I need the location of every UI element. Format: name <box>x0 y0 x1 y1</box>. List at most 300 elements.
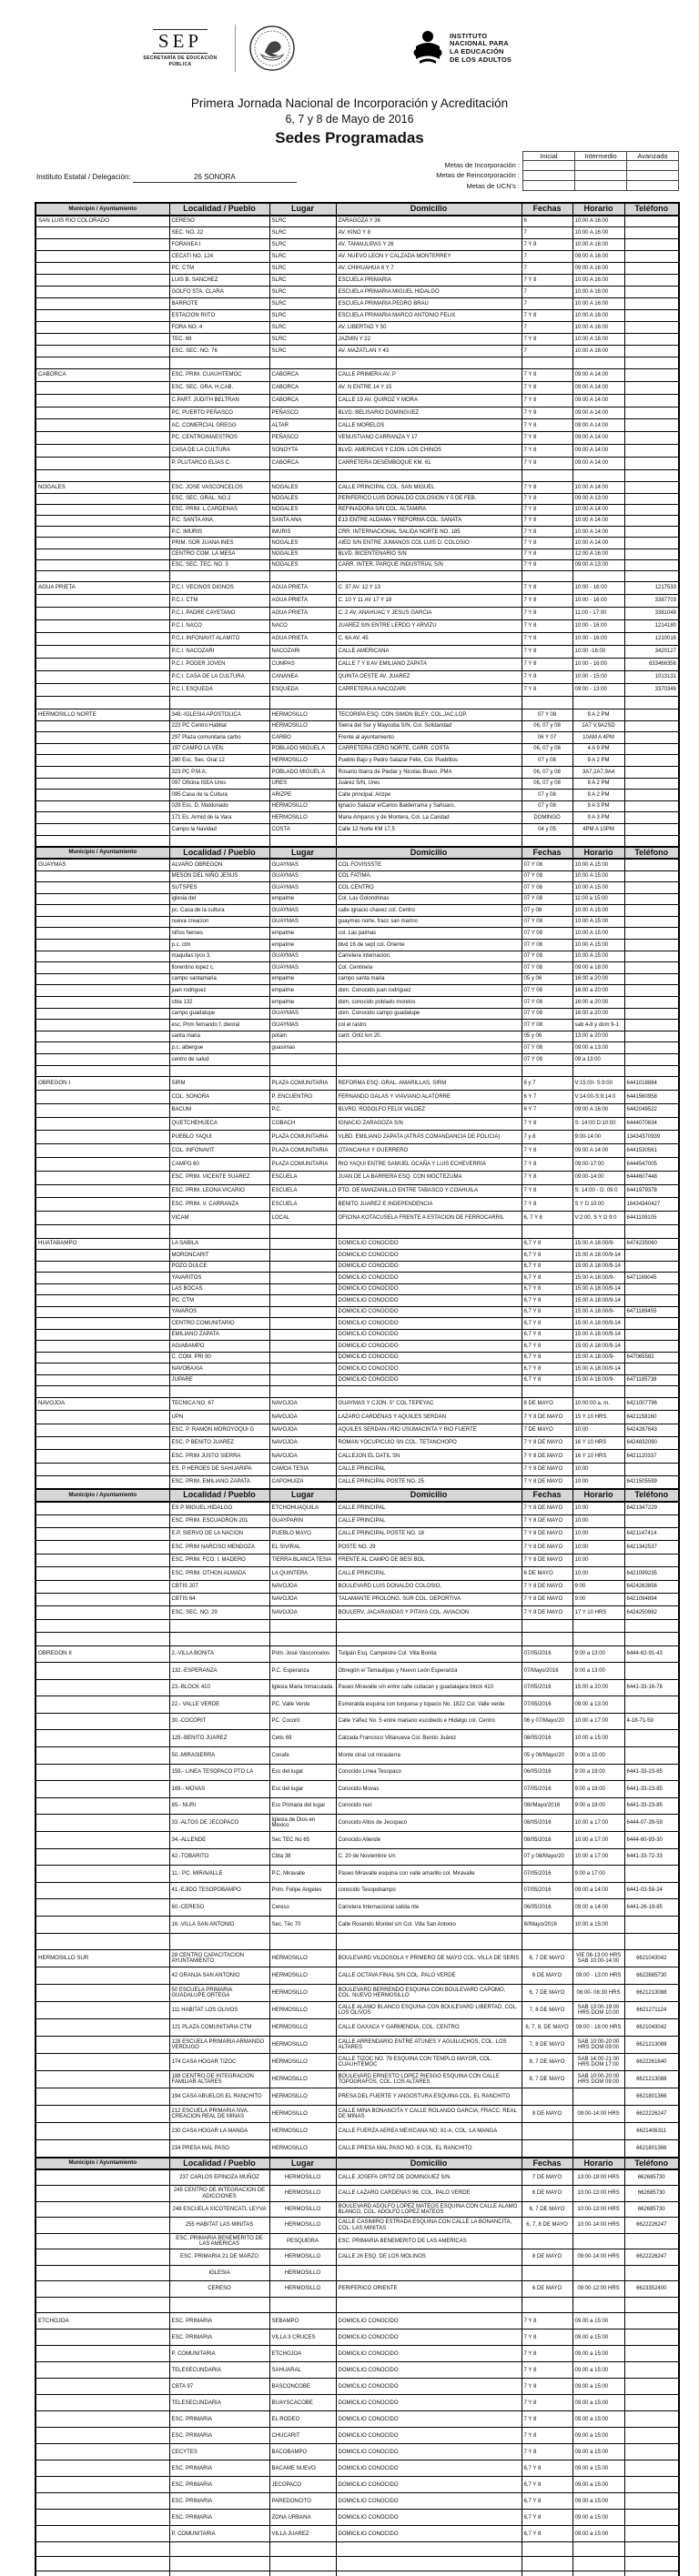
table-cell <box>35 2054 169 2071</box>
table-cell: BLVD. BELISARIO DOMINGUEZ <box>336 407 522 419</box>
table-cell: HERMOSILLO <box>269 2106 336 2123</box>
table-row <box>35 1054 679 1066</box>
table-cell: 07 Y 08 <box>522 916 572 928</box>
table-row <box>35 671 679 684</box>
table-cell: SLRC <box>269 239 336 251</box>
table-cell: S: 14:00 - D: 09:0 <box>572 1184 624 1198</box>
table-row <box>35 2106 679 2123</box>
table-cell <box>572 2557 624 2571</box>
table-cell <box>35 2106 169 2123</box>
table-cell: C. COM. PRI 90 <box>169 1352 269 1363</box>
table-cell <box>35 732 169 744</box>
table-cell: GUAYMAS <box>35 859 169 870</box>
table-cell: PC. PUERTO PEÑASCO <box>169 407 269 419</box>
table-row <box>35 1238 679 1250</box>
table-cell: CECATI NO. 124 <box>169 251 269 263</box>
table-row <box>35 2297 679 2313</box>
table-cell: 07/05/2016 <box>522 1679 572 1696</box>
table-cell: 6,7 Y 8 <box>522 1261 572 1273</box>
table-cell: 9:00 <box>572 1580 624 1593</box>
table-cell: 6,7 Y 8 <box>522 1352 572 1363</box>
table-cell: 234 PRESA MAL PASO <box>169 2140 269 2158</box>
table-cell <box>35 548 169 559</box>
table-cell: HERMOSILLO NORTE <box>35 709 169 721</box>
table-cell: col. Las palmas <box>336 928 522 940</box>
table-cell <box>35 1329 169 1341</box>
column-header: Domicilio <box>336 1489 522 1502</box>
table-cell: 132.-ESPERANZA <box>169 1663 269 1680</box>
table-cell <box>624 709 679 721</box>
table-cell <box>572 1633 624 1645</box>
table-cell: 7 Y 8 <box>522 559 572 570</box>
goal-label: Metas de Reincorporación : <box>436 171 520 179</box>
table-cell: GUAYMAS <box>269 1008 336 1020</box>
table-cell <box>35 985 169 997</box>
table-cell: empalme <box>269 985 336 997</box>
table-cell <box>35 778 169 790</box>
table-cell <box>572 1386 624 1398</box>
table-row <box>35 298 679 310</box>
table-cell: 07 Y 08 <box>522 928 572 940</box>
table-row <box>35 1713 679 1730</box>
table-cell: 07 Y 08 <box>522 1042 572 1054</box>
table-row <box>35 1663 679 1680</box>
table-cell <box>624 2265 679 2281</box>
table-cell: S: 14:00 D:10:00 <box>572 1117 624 1131</box>
sep-caption: SECRETARÍA DE EDUCACIÓN PÚBLICA <box>143 55 218 67</box>
table-cell: 6,7 Y 8 <box>522 1295 572 1307</box>
table-cell <box>35 2140 169 2158</box>
table-cell <box>35 2557 169 2571</box>
table-cell: 7 DE MAYO <box>522 1424 572 1436</box>
table-cell: 10:00 A 14:00 <box>572 538 624 548</box>
table-row <box>35 2123 679 2140</box>
table-cell: 10:00 <box>572 1554 624 1566</box>
table-cell: OFICINA KOTACUSELA FRENTE A ESTACION DE FERROCARRIL <box>336 1212 522 1225</box>
table-cell <box>572 2088 624 2106</box>
table-cell <box>35 1593 169 1605</box>
table-cell: 7 Y 8 <box>522 334 572 346</box>
table-cell: PTO. DE MANZANILLO ENTRE TABASCO Y COAHUILA <box>336 1184 522 1198</box>
table-cell: 07/Mayo/2016 <box>522 1663 572 1680</box>
table-cell <box>522 1065 572 1077</box>
table-row <box>35 1476 679 1489</box>
table-cell <box>35 1318 169 1330</box>
table-cell: 09.00 a 15:00 <box>572 2346 624 2362</box>
table-cell <box>35 1917 169 1934</box>
table-cell <box>624 538 679 548</box>
table-cell <box>35 2379 169 2395</box>
table-cell: YAVAROS <box>169 1306 269 1318</box>
table-cell: 6,7 Y 8 <box>522 1283 572 1295</box>
table-cell: 05 y 06 <box>522 973 572 985</box>
table-cell <box>169 357 269 369</box>
table-cell: 10:00 <box>572 1567 624 1580</box>
table-cell: 09:00 - 13:00 HRS <box>572 1967 624 1985</box>
table-cell: 09:00 A 14:00 <box>572 457 624 469</box>
table-row <box>35 1131 679 1144</box>
sep-logo <box>135 29 226 67</box>
table-cell <box>572 1933 624 1950</box>
table-cell: 6,7 Y 8 <box>522 1238 572 1250</box>
table-cell: ROMAN YOCUPICUIO SN COL. TETANCHOPO <box>336 1436 522 1449</box>
table-cell: QUETCHEHUECA <box>169 1117 269 1131</box>
table-cell: 33.-ALTOS DE JECOPACO <box>169 1815 269 1832</box>
table-cell <box>169 697 269 709</box>
table-cell: JUAN DE LA BARRERA ESQ. CON MOCTEZUMA <box>336 1171 522 1184</box>
table-cell: 07/05/2016 <box>522 1866 572 1883</box>
table-cell: SLRC <box>269 263 336 275</box>
table-cell <box>35 659 169 671</box>
table-cell <box>35 1848 169 1866</box>
table-cell: VILLA JUAREZ <box>269 2526 336 2542</box>
table-cell <box>624 743 679 755</box>
table-cell: 6, 7 DE MAYO <box>522 1950 572 1967</box>
table-cell: dom, conocido poblado morelos <box>336 997 522 1009</box>
table-row <box>35 859 679 870</box>
table-cell <box>624 1261 679 1273</box>
table-cell: CERESO <box>169 2281 269 2298</box>
table-row <box>35 1633 679 1645</box>
table-cell: ESC. PRIMARIA <box>169 2460 269 2477</box>
table-row <box>35 1463 679 1475</box>
table-cell <box>35 1781 169 1798</box>
table-cell: 6442049522 <box>624 1103 679 1117</box>
table-cell: 169.- MOVAS <box>169 1781 269 1798</box>
table-cell: CARR. INTER. PARQUE INDUSTRIAL S/N <box>336 559 522 570</box>
table-cell: 7 Y 8 DE MAYO <box>522 1514 572 1527</box>
table-cell: CARRETERA CERO NORTE, CARR. COSTA <box>336 743 522 755</box>
table-cell: GUAYMAS <box>269 870 336 882</box>
table-cell: 297 Plaza comunitaria carbo <box>169 732 269 744</box>
table-cell <box>624 2313 679 2329</box>
table-cell <box>35 493 169 504</box>
table-cell <box>35 1184 169 1198</box>
table-cell: 6,7 Y 8 <box>522 1306 572 1318</box>
table-row <box>35 1593 679 1605</box>
table-cell: GUAYMAS <box>269 859 336 870</box>
table-cell <box>35 1606 169 1619</box>
table-row <box>35 2169 679 2186</box>
table-cell: BOULERV. JACARANDAS Y PITAYA COL. AVIACION <box>336 1606 522 1619</box>
table-cell <box>624 1065 679 1077</box>
table-cell: florentino lopez c. <box>169 962 269 974</box>
table-cell: 6424832090 <box>624 1436 679 1449</box>
table-cell <box>624 2233 679 2249</box>
table-row <box>35 1212 679 1225</box>
table-cell: 7 Y 8 <box>522 493 572 504</box>
table-cell: ESC. PRIM. ESCUADRON 201 <box>169 1514 269 1527</box>
table-row <box>35 1306 679 1318</box>
table-row <box>35 1933 679 1950</box>
table-cell: 1013131 <box>624 671 679 684</box>
column-header: Teléfono <box>624 847 679 860</box>
table-cell: CALLE ARRENDARIO ENTRE ATUNES Y AGUILUCHOS, COL. LOS ALTARES <box>336 2037 522 2054</box>
table-cell <box>624 835 679 847</box>
table-cell: guasimas <box>269 1042 336 1054</box>
table-row <box>35 1797 679 1815</box>
table-cell <box>169 835 269 847</box>
table-cell: 09:00 A 16:00 <box>572 251 624 263</box>
table-cell: HERMOSILLO <box>269 800 336 812</box>
table-cell: 10:00 <box>572 1476 624 1489</box>
table-cell <box>522 2557 572 2571</box>
table-cell <box>35 1528 169 1541</box>
table-row <box>35 275 679 287</box>
column-header: Fechas <box>522 1489 572 1502</box>
table-cell: col el rastro <box>336 1020 522 1031</box>
table-cell: 7 Y 8 <box>522 659 572 671</box>
table-cell <box>522 357 572 369</box>
table-cell: C. 6A AV. 45 <box>336 633 522 646</box>
table-cell: 6,7 Y 8 <box>522 1273 572 1284</box>
inea-wordmark <box>450 33 512 65</box>
table-cell: 10:00 - 16:00 <box>572 582 624 595</box>
table-cell: 07 Y 08 <box>522 962 572 974</box>
table-cell: EL SIVIRAL <box>269 1541 336 1554</box>
table-cell: BARROTE <box>169 298 269 310</box>
table-cell <box>269 2571 336 2576</box>
table-row <box>35 1747 679 1765</box>
table-cell <box>336 1054 522 1066</box>
table-cell <box>624 1696 679 1714</box>
table-row <box>35 1091 679 1104</box>
table-row <box>35 1117 679 1131</box>
table-cell <box>624 251 679 263</box>
goal-cell <box>627 161 679 171</box>
table-cell <box>572 1619 624 1632</box>
table-cell <box>35 1436 169 1449</box>
table-cell <box>35 824 169 836</box>
table-cell: V:15:00- S:9:00 <box>572 1077 624 1091</box>
table-cell: empalme <box>269 973 336 985</box>
table-cell <box>522 2542 572 2557</box>
table-row <box>35 1020 679 1031</box>
table-row <box>35 504 679 515</box>
table-cell: P.C. Miravalle <box>269 1866 336 1883</box>
table-row <box>35 2444 679 2460</box>
table-cell: ESC. PRIM. FCO. I. MADERO <box>169 1554 269 1566</box>
table-cell: CBTIS 64 <box>169 1593 269 1605</box>
table-cell <box>35 346 169 357</box>
table-cell: ESC. PRIMARIA <box>169 2313 269 2329</box>
table-cell <box>35 2297 169 2313</box>
table-cell <box>269 1295 336 1307</box>
table-cell: Conocido Movas <box>336 1781 522 1798</box>
table-row <box>35 1273 679 1284</box>
table-cell: SUTSPES <box>169 882 269 894</box>
table-cell: REFORMA ESQ. GRAL. AMARILLAS, SIRM <box>336 1077 522 1091</box>
column-header: Lugar <box>269 1489 336 1502</box>
table-cell <box>35 275 169 287</box>
table-cell <box>624 1224 679 1238</box>
table-cell: PUEBLO YAQUI <box>169 1131 269 1144</box>
table-cell: 6424263856 <box>624 1580 679 1593</box>
table-cell: PLAZA COMUNITARIA <box>269 1157 336 1171</box>
table-cell: DOMICILIO CONOCIDO <box>336 2362 522 2379</box>
table-cell: 7 Y 8 DE MAYO <box>522 1541 572 1554</box>
table-row <box>35 2362 679 2379</box>
table-cell: CALLE ALAMO BLANCO ESQUINA CON BOULEVARD LIBERTAD, COL. LOS OLIVOS <box>336 2002 522 2019</box>
table-cell <box>624 697 679 709</box>
table-cell: juan rodriguez <box>169 985 269 997</box>
table-cell: 42.-TOBARITO <box>169 1848 269 1866</box>
table-cell: HERMOSILLO <box>269 2140 336 2158</box>
table-row <box>35 407 679 419</box>
table-cell <box>624 2460 679 2477</box>
table-row <box>35 1341 679 1353</box>
table-cell: P.C.I. VECINOS DIGNOS <box>169 582 269 595</box>
table-cell: 4PM A 10PM <box>572 824 624 836</box>
table-cell <box>35 1619 169 1632</box>
table-cell: PC. CTM <box>169 263 269 275</box>
table-cell: NAVOJOA <box>269 1450 336 1463</box>
table-cell: SAN LUIS RIO COLORADO <box>35 216 169 227</box>
table-cell: 223 PC Centro Habitat <box>169 720 269 732</box>
table-cell <box>624 940 679 951</box>
table-row <box>35 1171 679 1184</box>
table-cell: 09.00 a 15:00 <box>572 2395 624 2411</box>
table-cell: COL. SONORA <box>169 1091 269 1104</box>
table-cell <box>35 2123 169 2140</box>
table-row <box>35 216 679 227</box>
table-cell: PLAZA COMUNITARIA <box>269 1077 336 1091</box>
table-row <box>35 493 679 504</box>
table-cell: 6441-33-16-78 <box>624 1679 679 1696</box>
table-cell: 09:00 A 14:00 <box>572 394 624 407</box>
table-row <box>35 1950 679 1967</box>
table-cell: 662685730 <box>624 2201 679 2218</box>
table-cell: 09:00 A 14:00 <box>572 382 624 395</box>
table-cell: ES P MIGUEL HIDALGO <box>169 1502 269 1514</box>
table-cell: 10:00 <box>572 1528 624 1541</box>
table-cell <box>624 515 679 526</box>
table-cell: DOMICILIO CONOCIDO <box>336 1374 522 1386</box>
table-cell <box>522 1224 572 1238</box>
table-row <box>35 346 679 357</box>
table-cell: 07 y 08 <box>522 905 572 917</box>
delegation-value: 26 SONORA <box>133 173 297 183</box>
table-cell: ZONA URBANA <box>269 2510 336 2526</box>
table-cell: 7 Y 8 <box>522 2379 572 2395</box>
table-cell <box>35 298 169 310</box>
table-row <box>35 2037 679 2054</box>
table-cell: 6441-26-19-85 <box>624 1899 679 1917</box>
table-cell: PUEBLO MAYO <box>269 1528 336 1541</box>
table-cell <box>624 1295 679 1307</box>
table-cell: iglesia del <box>169 893 269 905</box>
table-cell: YAVARITOS <box>169 1273 269 1284</box>
table-cell <box>35 445 169 458</box>
table-row <box>35 1645 679 1663</box>
table-cell: CALLE PRINCIPAL COL. SAN MIGUEL <box>336 482 522 493</box>
table-cell: 7 <box>522 322 572 334</box>
table-cell: 09.00 a 15:00 <box>572 2428 624 2444</box>
table-cell: CAMOA TESIA <box>269 1463 336 1475</box>
table-cell: 7 Y 8 <box>522 2346 572 2362</box>
table-row <box>35 2071 679 2088</box>
table-cell: 10:00 A 15:00 <box>572 870 624 882</box>
table-cell: FORA NO. 4 <box>169 322 269 334</box>
table-row <box>35 1848 679 1866</box>
table-cell: Rosario Ibarra de Piedar y Nicolas Bravo, PMA <box>336 767 522 779</box>
table-cell: 04 y 05 <box>522 824 572 836</box>
table-cell: Cetis 69 <box>269 1730 336 1747</box>
table-cell: 7 <box>522 251 572 263</box>
table-cell: 1214180 <box>624 620 679 633</box>
table-cell: 7 Y 8 <box>522 595 572 608</box>
table-cell: 09:00 A 14:00 <box>572 432 624 445</box>
table-cell: 9:00 a 13:00 <box>572 1663 624 1680</box>
table-cell: 9 A 2 PM <box>572 778 624 790</box>
table-cell: EMILIANO ZAPATA <box>169 1329 269 1341</box>
table-cell <box>624 2329 679 2346</box>
table-cell: 08/05/2016 <box>522 1815 572 1832</box>
table-cell <box>624 2346 679 2362</box>
table-cell: Paseo Miravalle s/n entre calle culiacan y guadalajara block 410 <box>336 1679 522 1696</box>
table-cell: BOULEVARD LUIS DONALDO COLOSIO, <box>336 1580 522 1593</box>
table-cell: 245 CENTRO DE INTEGRACION DE ADICCIONES <box>169 2186 269 2202</box>
table-cell: SIRM <box>169 1077 269 1091</box>
table-cell: 2.-VILLA BONITA <box>169 1645 269 1663</box>
table-row <box>35 812 679 824</box>
table-cell: UPN <box>169 1411 269 1424</box>
table-cell: 6444-07-39-59 <box>624 1815 679 1832</box>
table-cell: 10:00 A 16:00 <box>572 216 624 227</box>
table-cell: 13434370939 <box>624 1131 679 1144</box>
table-cell <box>624 951 679 962</box>
table-cell: P.C.I. CTM <box>169 595 269 608</box>
table-cell: AGUA PRIETA <box>269 633 336 646</box>
table-cell: 7 Y 8 DE MAYO <box>522 1580 572 1593</box>
table-cell <box>35 2411 169 2428</box>
table-cell: DOMICILIO CONOCIDO <box>336 1250 522 1262</box>
table-cell: SLRC <box>269 346 336 357</box>
table-cell: 34.-ALLENDE <box>169 1832 269 1849</box>
table-cell: campo guadalupe <box>169 1008 269 1020</box>
table-cell: 06, 07 y 08 <box>522 743 572 755</box>
table-cell <box>35 1352 169 1363</box>
table-row <box>35 582 679 595</box>
table-cell: 6621801366 <box>624 2140 679 2158</box>
table-cell: 10:00 A 15:00 <box>572 916 624 928</box>
table-cell: 7 Y 8 DE MAYO <box>522 1436 572 1449</box>
table-cell: 7 Y 8 <box>522 684 572 697</box>
table-cell: BOULEVARD VILDOSOLA Y PRIMERO DE MAYO COL. VILLA DE SERIS <box>336 1950 522 1967</box>
table-cell <box>269 1238 336 1250</box>
table-row <box>35 2218 679 2234</box>
table-cell: 09.00 a 15:00 <box>572 2477 624 2493</box>
table-cell: CBTA 97 <box>169 2379 269 2395</box>
table-cell: ESC. SEC. NO. 29 <box>169 1606 269 1619</box>
table-cell <box>35 1764 169 1781</box>
table-cell: CARBO <box>269 732 336 744</box>
table-cell: CUMPAS <box>269 659 336 671</box>
table-cell: nueva creacion <box>169 916 269 928</box>
table-row <box>35 1157 679 1171</box>
table-cell <box>35 1899 169 1917</box>
table-cell: BACAME NUEVO <box>269 2460 336 2477</box>
table-cell <box>35 882 169 894</box>
table-row <box>35 2379 679 2395</box>
table-cell: DOMICILIO CONOCIDO <box>336 2460 522 2477</box>
table-row <box>35 2428 679 2444</box>
table-cell <box>336 1042 522 1054</box>
table-cell: 6441-33-23-85 <box>624 1764 679 1781</box>
table-cell: 60.-CERESO <box>169 1899 269 1917</box>
table-cell: LOCAL <box>269 1212 336 1225</box>
table-cell: SAB 14:00-21:00 HRS DOM 17:00 <box>572 2054 624 2071</box>
